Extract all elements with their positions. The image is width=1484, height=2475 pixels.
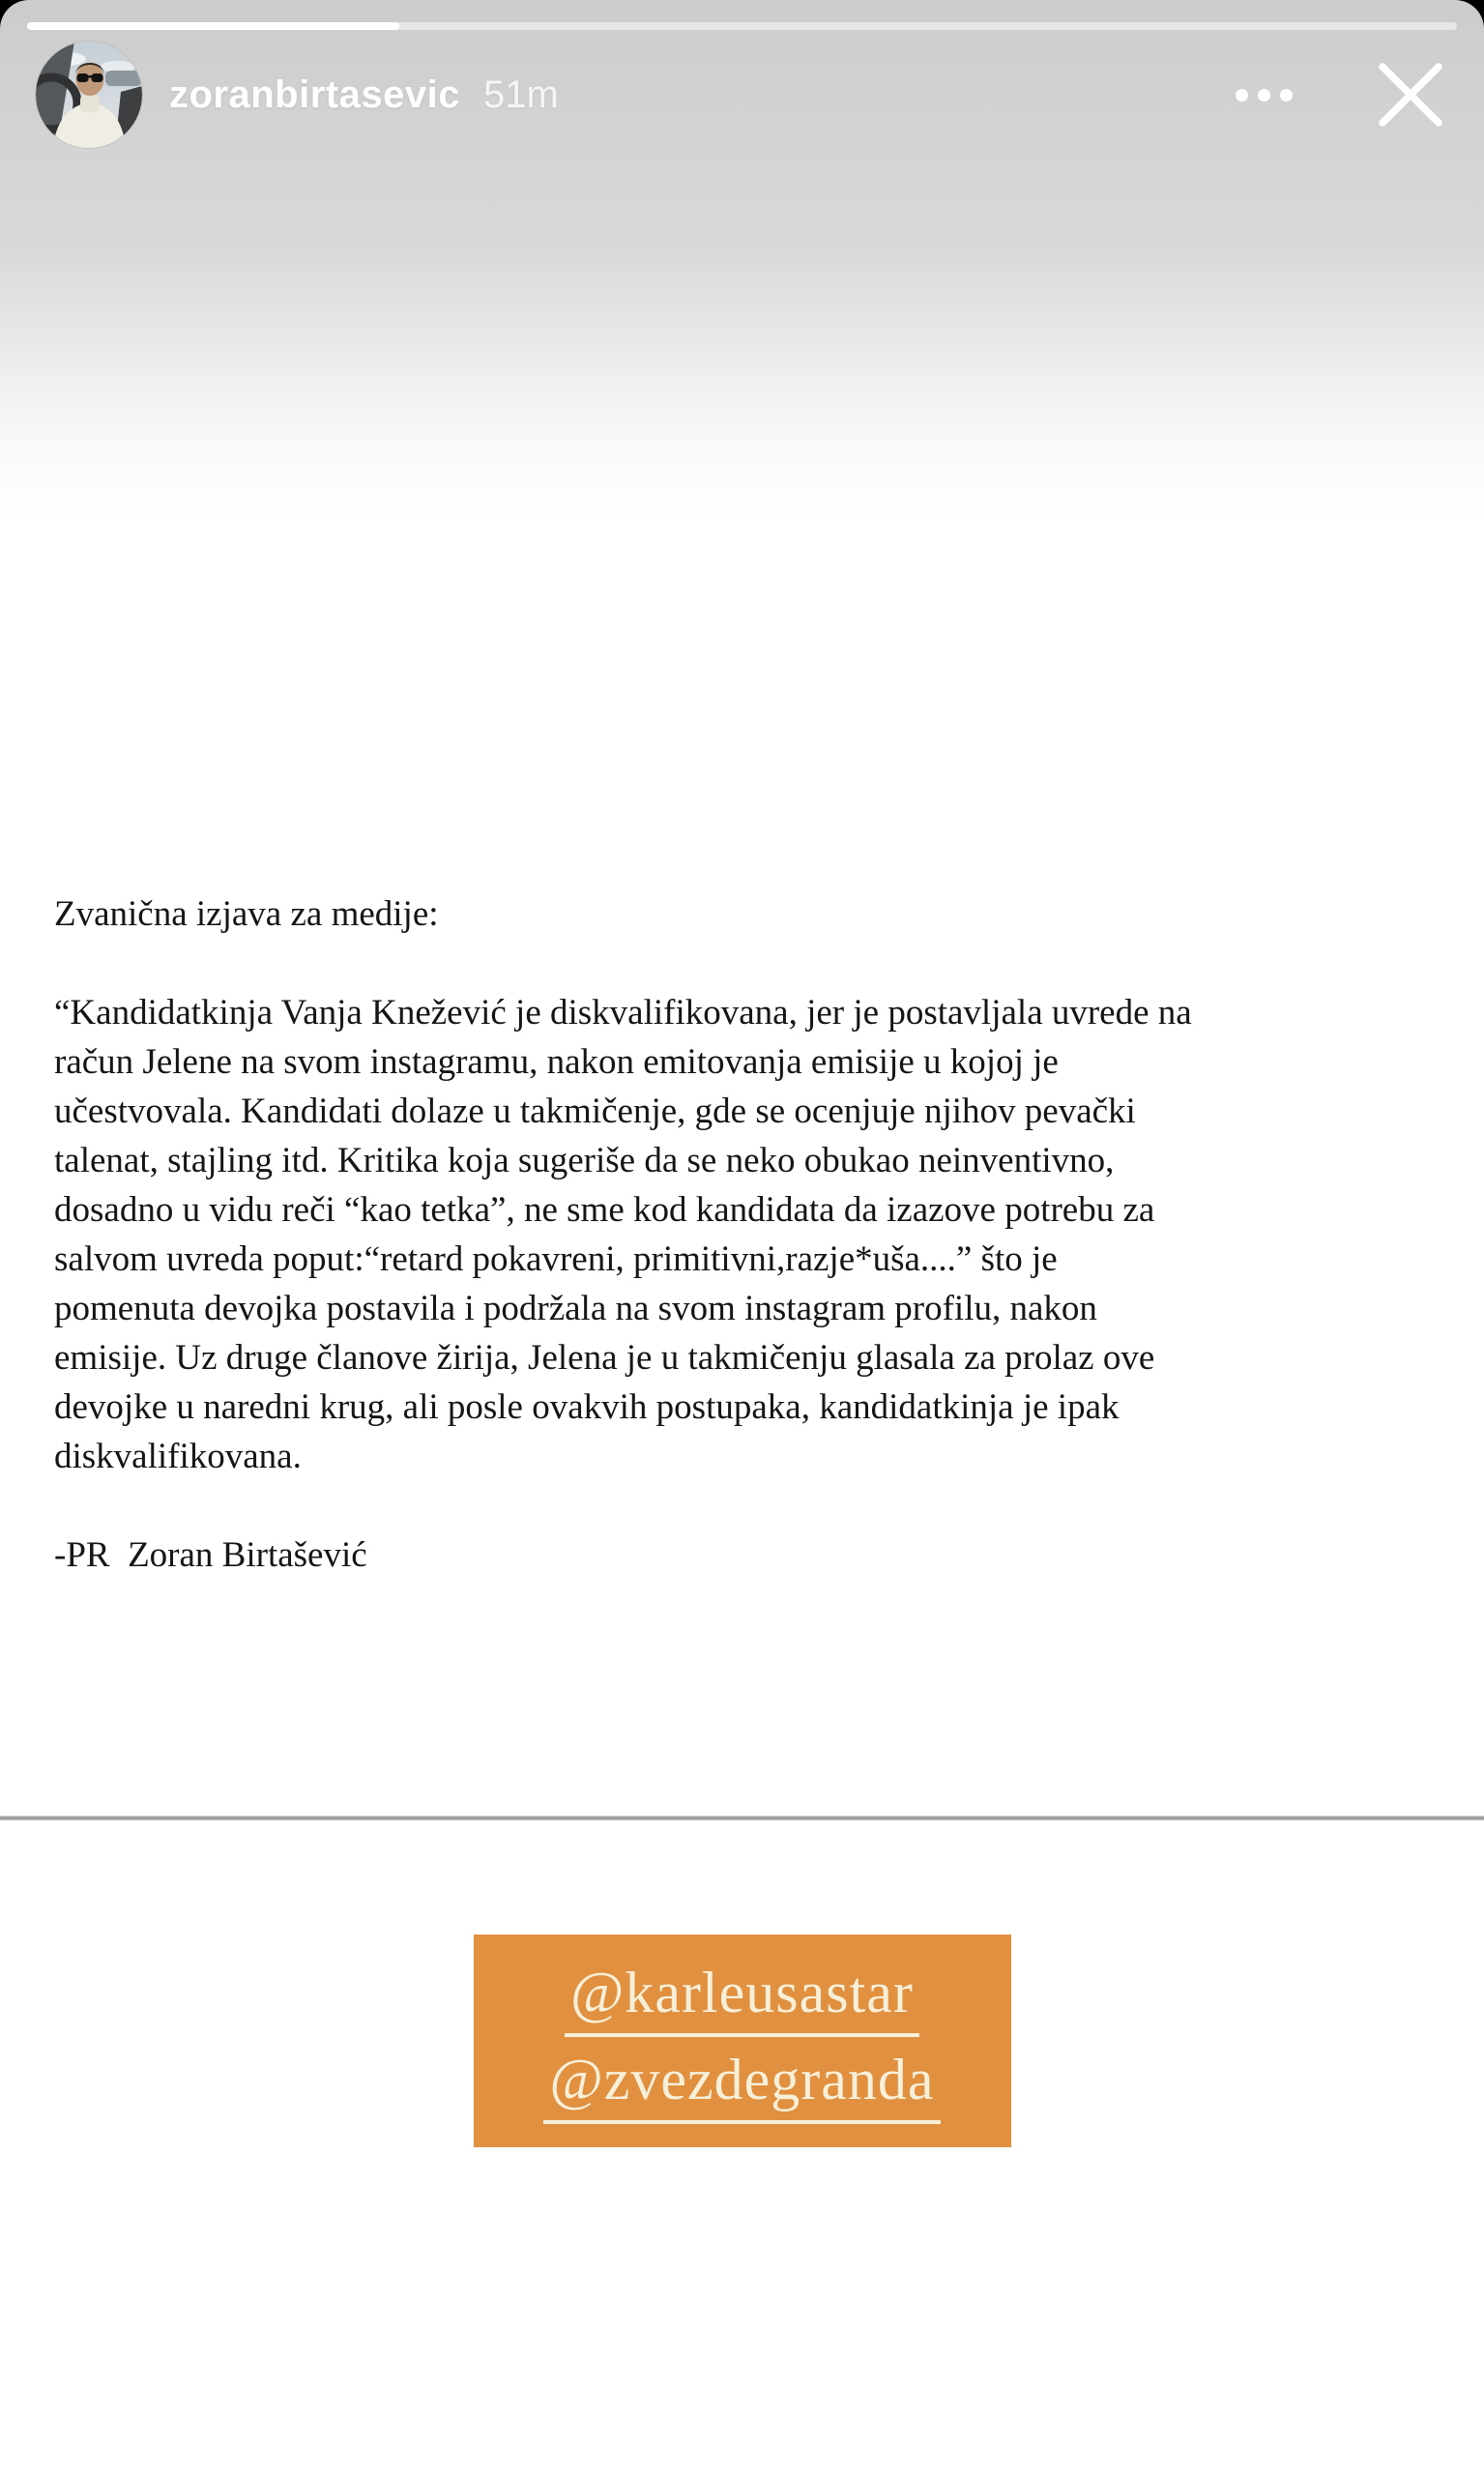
username[interactable]: zoranbirtasevic (169, 73, 460, 116)
story-progress-bar (27, 22, 1457, 30)
mention-karleusastar[interactable]: @karleusastar (565, 1960, 919, 2037)
statement-line: devojke u naredni krug, ali posle ovakvih postupaka, kandidatkinja je ipak (54, 1387, 1120, 1427)
mention-box (474, 1935, 1011, 2147)
statement-line: diskvalifikovana. (54, 1437, 302, 1476)
more-options-icon (1236, 89, 1248, 102)
document-edge-divider (0, 1816, 1484, 1820)
statement-line: račun Jelene na svom instagramu, nakon emitovanja emisije u kojoj je (54, 1042, 1059, 1082)
mention-line (483, 2047, 1002, 2124)
close-icon (1373, 57, 1448, 132)
mention-line (483, 1960, 1002, 2037)
statement-line: emisije. Uz druge članove žirija, Jelena je u takmičenju glasala za prolaz ove (54, 1338, 1155, 1378)
statement-line: dosadno u vidu reči “kao tetka”, ne sme kod kandidata da izazove potrebu za (54, 1190, 1155, 1230)
statement-line: talenat, stajling itd. Kritika koja sugeriše da se neko obukao neinventivno, (54, 1141, 1115, 1180)
progress-fill (27, 22, 399, 30)
story-timestamp: 51m (482, 73, 559, 116)
statement-signature: -PR Zoran Birtašević (54, 1535, 367, 1575)
statement-line: salvom uvreda poput:“retard pokavreni, primitivni,razje*uša....” što je (54, 1239, 1058, 1279)
statement-line: učestvovala. Kandidati dolaze u takmičenje, gde se ocenjuje njihov pevački (54, 1092, 1136, 1131)
statement-line: pomenuta devojka postavila i podržala na svom instagram profilu, nakon (54, 1289, 1097, 1328)
story-header (36, 41, 1459, 149)
statement-line: “Kandidatkinja Vanja Knežević je diskvalifikovana, jer je postavljala uvrede na (54, 993, 1192, 1033)
statement-heading: Zvanična izjava za medije: (54, 894, 439, 934)
press-statement (54, 889, 1439, 1580)
close-button[interactable] (1362, 46, 1459, 143)
mention-zvezdegranda[interactable]: @zvezdegranda (543, 2047, 940, 2124)
avatar-photo (36, 42, 142, 148)
more-options-button[interactable] (1215, 46, 1312, 143)
avatar[interactable] (36, 42, 142, 148)
